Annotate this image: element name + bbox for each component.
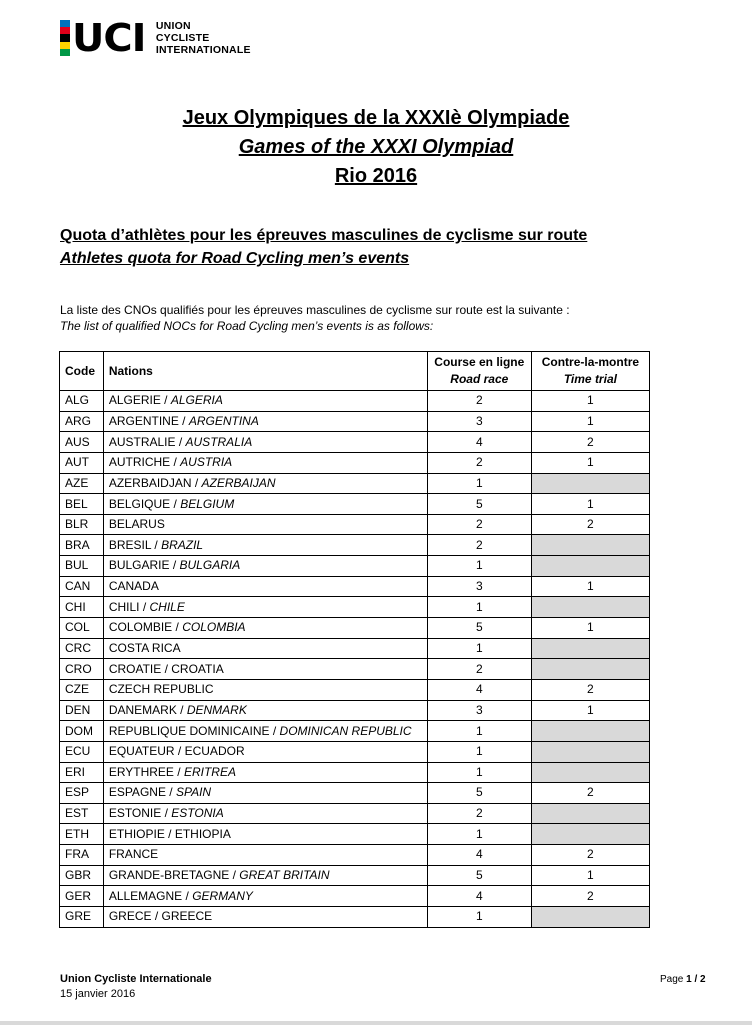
cell-road-race: 5 <box>427 865 531 886</box>
cell-nation <box>103 535 427 556</box>
intro-fr: La liste des CNOs qualifiés pour les épreuves masculines de cyclisme sur route est la suivante : <box>60 303 570 317</box>
cell-nation <box>103 803 427 824</box>
cell-road-race: 5 <box>427 618 531 639</box>
quota-table-body <box>60 391 650 928</box>
cell-code: CRC <box>60 638 104 659</box>
cell-road-race: 4 <box>427 679 531 700</box>
uci-logo <box>60 18 251 58</box>
subtitle-fr: Quota d’athlètes pour les épreuves masculines de cyclisme sur route <box>60 227 588 244</box>
nation-en: ALGERIA <box>170 393 223 408</box>
cell-road-race: 1 <box>427 721 531 742</box>
cell-time-trial <box>531 597 649 618</box>
cell-nation <box>103 762 427 783</box>
header-road-en: Road race <box>450 372 509 386</box>
nation-en: DENMARK <box>186 702 247 717</box>
title-city: Rio 2016 <box>334 165 418 187</box>
table-row <box>60 679 650 700</box>
cell-nation <box>103 824 427 845</box>
nation-en: AUSTRALIA <box>185 434 253 449</box>
cell-road-race: 1 <box>427 473 531 494</box>
cell-code: AZE <box>60 473 104 494</box>
cell-nation <box>103 638 427 659</box>
cell-code: DEN <box>60 700 104 721</box>
cell-nation <box>103 494 427 515</box>
nation-en: DOMINICAN REPUBLIC <box>279 723 412 738</box>
cell-time-trial: 1 <box>531 411 649 432</box>
header-tt-fr: Contre-la-montre <box>541 355 640 369</box>
cell-road-race: 2 <box>427 659 531 680</box>
table-row <box>60 535 650 556</box>
table-row <box>60 783 650 804</box>
title-en: Games of the XXXI Olympiad <box>238 136 514 158</box>
cell-road-race: 1 <box>427 907 531 928</box>
cell-time-trial <box>531 659 649 680</box>
intro-en: The list of qualified NOCs for Road Cycling men’s events is as follows: <box>60 319 434 333</box>
nation-separator: / <box>182 888 193 903</box>
cell-time-trial: 1 <box>531 576 649 597</box>
page-num: 1 / 2 <box>686 974 706 985</box>
cell-nation <box>103 411 427 432</box>
table-row <box>60 721 650 742</box>
cell-road-race: 5 <box>427 494 531 515</box>
cell-time-trial <box>531 741 649 762</box>
cell-road-race: 4 <box>427 845 531 866</box>
cell-time-trial <box>531 803 649 824</box>
nation-fr: ETHIOPIE / ETHIOPIA <box>108 826 231 841</box>
logo-word: UNION <box>155 20 191 32</box>
nation-fr: EQUATEUR / ECUADOR <box>108 744 245 759</box>
cell-time-trial: 2 <box>531 845 649 866</box>
cell-code: ETH <box>60 824 104 845</box>
cell-code: ERI <box>60 762 104 783</box>
nation-separator: / <box>151 537 162 552</box>
cell-time-trial: 2 <box>531 783 649 804</box>
cell-time-trial: 1 <box>531 700 649 721</box>
nation-separator: / <box>172 620 183 635</box>
nation-separator: / <box>170 496 181 511</box>
table-row <box>60 803 650 824</box>
page-bottom-border <box>0 1021 752 1025</box>
cell-time-trial: 1 <box>531 618 649 639</box>
nation-fr: BELARUS <box>108 517 165 532</box>
nation-separator: / <box>169 558 180 573</box>
table-row <box>60 845 650 866</box>
cell-time-trial: 2 <box>531 679 649 700</box>
nation-separator: / <box>269 723 280 738</box>
cell-nation <box>103 783 427 804</box>
table-row <box>60 514 650 535</box>
stripe-blue <box>60 20 70 27</box>
table-row <box>60 700 650 721</box>
cell-code: ARG <box>60 411 104 432</box>
cell-nation <box>103 741 427 762</box>
cell-time-trial: 2 <box>531 886 649 907</box>
nation-fr: ARGENTINE <box>108 413 179 428</box>
cell-code: AUT <box>60 452 104 473</box>
nation-fr: COSTA RICA <box>108 641 181 655</box>
table-row <box>60 432 650 453</box>
cell-code: BLR <box>60 514 104 535</box>
nation-fr: CROATIE / CROATIA <box>108 661 224 676</box>
nation-fr: ESTONIE <box>108 806 162 821</box>
nation-en: BELGIUM <box>180 496 235 511</box>
document-titles <box>0 104 752 191</box>
cell-road-race: 1 <box>427 556 531 577</box>
cell-nation <box>103 886 427 907</box>
nation-fr: AUTRICHE <box>108 455 171 470</box>
table-header-row <box>60 352 650 391</box>
document-subtitles <box>60 224 587 270</box>
cell-time-trial <box>531 535 649 556</box>
cell-code: AUS <box>60 432 104 453</box>
cell-road-race: 2 <box>427 391 531 412</box>
nation-separator: / <box>160 393 171 408</box>
nation-fr: CZECH REPUBLIC <box>108 682 214 697</box>
cell-code: GRE <box>60 907 104 928</box>
cell-road-race: 1 <box>427 638 531 659</box>
cell-road-race: 4 <box>427 432 531 453</box>
cell-nation <box>103 618 427 639</box>
table-row <box>60 865 650 886</box>
footer-left <box>60 972 212 1002</box>
cell-time-trial: 1 <box>531 391 649 412</box>
nation-fr: CHILI <box>108 599 140 614</box>
nation-fr: COLOMBIE <box>108 620 173 635</box>
cell-time-trial <box>531 638 649 659</box>
cell-time-trial <box>531 907 649 928</box>
cell-time-trial <box>531 556 649 577</box>
intro-text <box>60 302 570 334</box>
logo-word: INTERNATIONALE <box>155 44 251 56</box>
logo-letters: UCI <box>72 16 146 60</box>
table-row <box>60 638 650 659</box>
cell-code: BEL <box>60 494 104 515</box>
cell-code: CAN <box>60 576 104 597</box>
footer-org: Union Cycliste Internationale <box>60 973 212 985</box>
cell-code: DOM <box>60 721 104 742</box>
nation-fr: DANEMARK <box>108 702 177 717</box>
quota-table <box>59 351 650 928</box>
nation-separator: / <box>175 434 186 449</box>
nation-separator: / <box>165 785 176 800</box>
cell-nation <box>103 514 427 535</box>
table-row <box>60 556 650 577</box>
page-label: Page <box>660 974 684 985</box>
nation-fr: ESPAGNE <box>108 785 166 800</box>
table-row <box>60 762 650 783</box>
nation-en: BULGARIA <box>179 558 241 573</box>
cell-nation <box>103 473 427 494</box>
header-code: Code <box>60 352 104 391</box>
nation-fr: GRANDE-BRETAGNE <box>108 868 230 883</box>
logo-words <box>156 20 251 56</box>
cell-nation <box>103 679 427 700</box>
table-row <box>60 741 650 762</box>
cell-nation <box>103 452 427 473</box>
table-row <box>60 473 650 494</box>
nation-en: AZERBAIJAN <box>201 475 276 490</box>
cell-time-trial <box>531 762 649 783</box>
rainbow-stripes-icon <box>60 20 70 56</box>
nation-fr: BULGARIE <box>108 558 170 573</box>
nation-en: ESTONIA <box>171 806 224 821</box>
cell-nation <box>103 907 427 928</box>
subtitle-en: Athletes quota for Road Cycling men’s events <box>60 250 410 267</box>
nation-separator: / <box>176 702 187 717</box>
nation-fr: FRANCE <box>108 847 159 862</box>
cell-nation <box>103 576 427 597</box>
cell-code: GER <box>60 886 104 907</box>
table-row <box>60 391 650 412</box>
cell-code: COL <box>60 618 104 639</box>
cell-nation <box>103 556 427 577</box>
table-row <box>60 824 650 845</box>
header-road-race <box>427 352 531 391</box>
logo-word: CYCLISTE <box>155 32 210 44</box>
nation-fr: ALLEMAGNE <box>108 888 183 903</box>
table-row <box>60 907 650 928</box>
cell-road-race: 5 <box>427 783 531 804</box>
stripe-red <box>60 27 70 34</box>
nation-fr: BRESIL <box>108 537 152 552</box>
cell-code: ECU <box>60 741 104 762</box>
cell-road-race: 2 <box>427 514 531 535</box>
table-row <box>60 618 650 639</box>
header-tt-en: Time trial <box>563 372 617 386</box>
nation-separator: / <box>139 599 150 614</box>
cell-nation <box>103 865 427 886</box>
header-road-fr: Course en ligne <box>434 355 525 369</box>
page-number <box>660 972 706 987</box>
table-row <box>60 597 650 618</box>
cell-nation <box>103 597 427 618</box>
cell-road-race: 2 <box>427 535 531 556</box>
table-row <box>60 576 650 597</box>
cell-nation <box>103 391 427 412</box>
cell-code: CHI <box>60 597 104 618</box>
cell-time-trial: 1 <box>531 494 649 515</box>
cell-road-race: 3 <box>427 411 531 432</box>
nation-en: AUSTRIA <box>180 455 233 470</box>
nation-en: COLOMBIA <box>182 620 246 635</box>
cell-code: CRO <box>60 659 104 680</box>
cell-road-race: 3 <box>427 576 531 597</box>
table-row <box>60 411 650 432</box>
cell-road-race: 2 <box>427 452 531 473</box>
cell-time-trial: 1 <box>531 865 649 886</box>
nation-fr: BELGIQUE <box>108 496 171 511</box>
cell-code: GBR <box>60 865 104 886</box>
nation-fr: CANADA <box>108 579 159 594</box>
cell-code: ALG <box>60 391 104 412</box>
cell-code: BRA <box>60 535 104 556</box>
nation-fr: REPUBLIQUE DOMINICAINE <box>108 723 270 738</box>
cell-nation <box>103 432 427 453</box>
nation-separator: / <box>170 455 181 470</box>
nation-en: ARGENTINA <box>188 413 259 428</box>
cell-road-race: 1 <box>427 597 531 618</box>
header-time-trial <box>531 352 649 391</box>
nation-fr: ERYTHREE <box>108 764 174 779</box>
cell-nation <box>103 721 427 742</box>
header-nations: Nations <box>103 352 427 391</box>
table-row <box>60 452 650 473</box>
nation-separator: / <box>191 475 202 490</box>
cell-nation <box>103 659 427 680</box>
cell-time-trial <box>531 473 649 494</box>
cell-road-race: 4 <box>427 886 531 907</box>
title-fr: Jeux Olympiques de la XXXIè Olympiade <box>182 107 570 129</box>
nation-fr: AZERBAIDJAN <box>108 475 192 490</box>
nation-en: GREAT BRITAIN <box>239 868 330 883</box>
nation-separator: / <box>178 413 189 428</box>
nation-fr: AUSTRALIE <box>108 434 176 449</box>
stripe-green <box>60 49 70 56</box>
cell-code: EST <box>60 803 104 824</box>
cell-road-race: 1 <box>427 762 531 783</box>
cell-time-trial <box>531 721 649 742</box>
nation-en: ERITREA <box>183 764 236 779</box>
cell-code: ESP <box>60 783 104 804</box>
nation-en: BRAZIL <box>161 537 204 552</box>
nation-en: CHILE <box>149 599 185 614</box>
cell-nation <box>103 845 427 866</box>
cell-time-trial: 1 <box>531 452 649 473</box>
stripe-black <box>60 34 70 41</box>
nation-separator: / <box>229 868 240 883</box>
table-row <box>60 886 650 907</box>
cell-time-trial <box>531 824 649 845</box>
cell-code: FRA <box>60 845 104 866</box>
table-row <box>60 659 650 680</box>
cell-road-race: 2 <box>427 803 531 824</box>
footer-date: 15 janvier 2016 <box>60 988 136 1000</box>
nation-fr: ALGERIE <box>108 393 161 408</box>
nation-separator: / <box>173 764 184 779</box>
nation-en: GERMANY <box>192 888 253 903</box>
cell-time-trial: 2 <box>531 514 649 535</box>
nation-fr: GRECE / GREECE <box>108 909 213 924</box>
cell-time-trial: 2 <box>531 432 649 453</box>
nation-en: SPAIN <box>175 785 212 800</box>
cell-code: BUL <box>60 556 104 577</box>
cell-road-race: 3 <box>427 700 531 721</box>
cell-road-race: 1 <box>427 824 531 845</box>
cell-nation <box>103 700 427 721</box>
table-row <box>60 494 650 515</box>
nation-separator: / <box>161 806 172 821</box>
stripe-yellow <box>60 42 70 49</box>
cell-code: CZE <box>60 679 104 700</box>
cell-road-race: 1 <box>427 741 531 762</box>
